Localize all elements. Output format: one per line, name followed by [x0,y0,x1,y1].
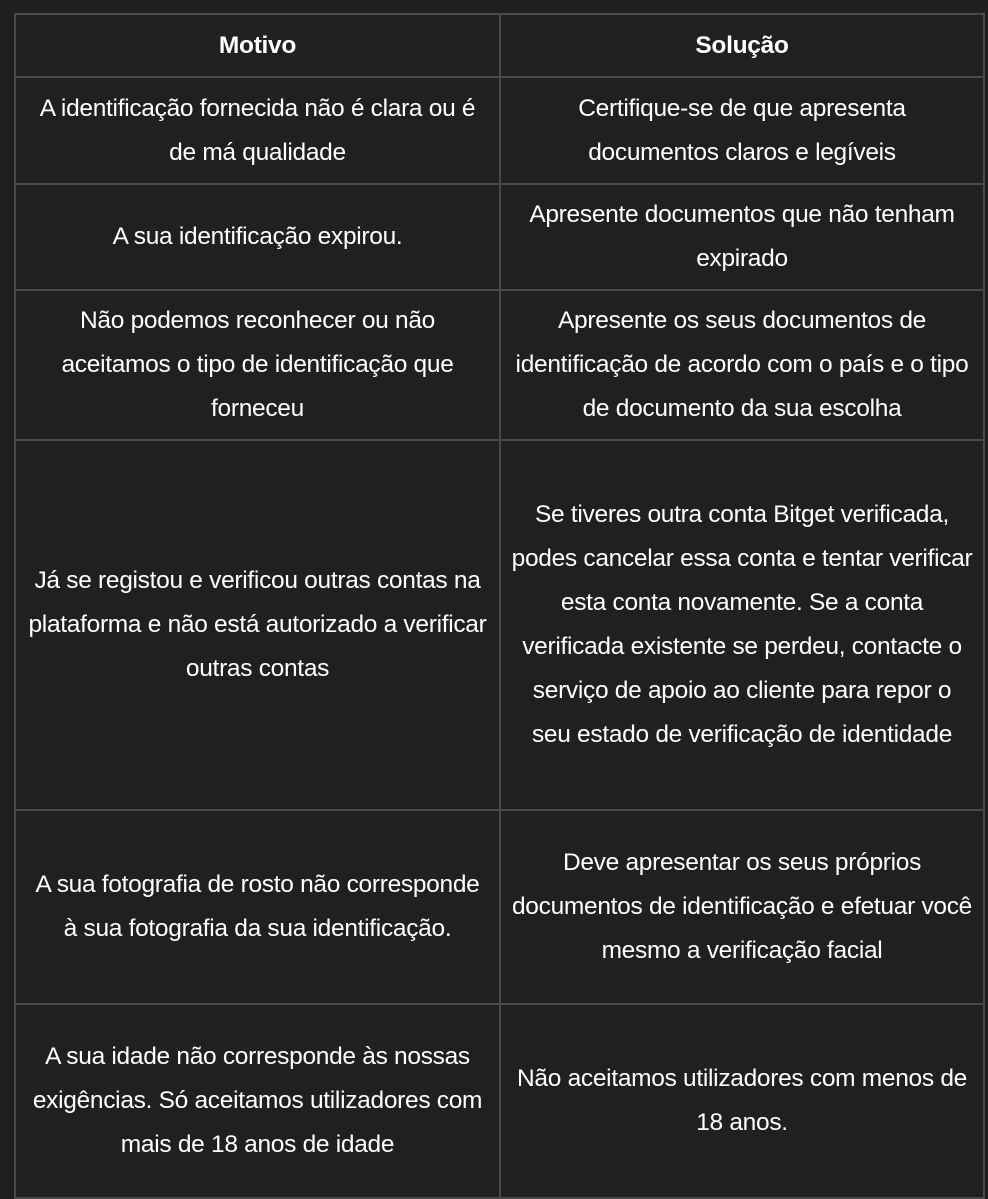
table-row [15,77,984,184]
cell-motivo: A sua idade não corresponde às nossas exigências. Só aceitamos utilizadores com mais de 18 anos de idade [15,1004,500,1198]
cell-motivo: Já se registou e verificou outras contas na plataforma e não está autorizado a verificar outras contas [15,440,500,810]
table-row [15,440,984,810]
table-row [15,810,984,1004]
cell-solucao: Deve apresentar os seus próprios documentos de identificação e efetuar você mesmo a verificação facial [500,810,984,1004]
cell-motivo: A sua fotografia de rosto não corresponde à sua fotografia da sua identificação. [15,810,500,1004]
cell-motivo: Não podemos reconhecer ou não aceitamos o tipo de identificação que forneceu [15,290,500,440]
cell-motivo: A sua identificação expirou. [15,184,500,290]
cell-solucao: Se tiveres outra conta Bitget verificada, podes cancelar essa conta e tentar verificar esta conta novamente. Se a conta verificada existente se perdeu, contacte o serviço de apoio ao cliente para repor o seu estado de verificação de identidade [500,440,984,810]
table-container [14,13,983,1199]
cell-motivo: A identificação fornecida não é clara ou é de má qualidade [15,77,500,184]
cell-solucao: Apresente documentos que não tenham expirado [500,184,984,290]
cell-solucao: Certifique-se de que apresenta documentos claros e legíveis [500,77,984,184]
table-row [15,184,984,290]
header-motivo: Motivo [15,14,500,77]
cell-solucao: Apresente os seus documentos de identificação de acordo com o país e o tipo de documento da sua escolha [500,290,984,440]
header-solucao: Solução [500,14,984,77]
rejection-reasons-table [14,13,985,1199]
table-row [15,290,984,440]
table-header-row [15,14,984,77]
table-row [15,1004,984,1198]
cell-solucao: Não aceitamos utilizadores com menos de 18 anos. [500,1004,984,1198]
